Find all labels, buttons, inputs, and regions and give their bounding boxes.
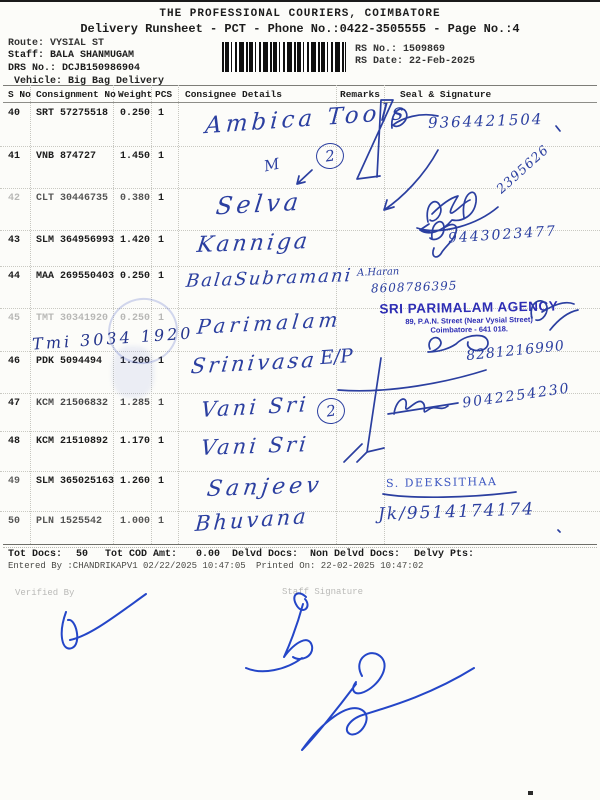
footer-second-line xyxy=(3,547,597,548)
col-header-weight: Weight xyxy=(118,89,153,100)
rs-no-field: RS No.: 1509869 xyxy=(355,44,446,55)
row-consignment-no: PLN 1525542 xyxy=(36,516,103,527)
signature-name: A.Haran xyxy=(356,266,400,279)
tot-docs-label: Tot Docs: xyxy=(8,549,63,560)
signature-phone-number: 9443023477 xyxy=(447,223,558,247)
scan-artifact-bottom xyxy=(528,791,533,795)
row-consignment-no: PDK 5094494 xyxy=(36,356,103,367)
stamp-agency-city: Coimbatore - 641 018. xyxy=(430,324,509,335)
delvd-docs-label: Delvd Docs: xyxy=(232,549,299,560)
row-weight: 1.260 xyxy=(120,476,151,487)
stamp-agency-name: SRI PARIMALAM AGENCY xyxy=(379,298,559,317)
verified-by-signature xyxy=(62,594,146,649)
col-header-seal: Seal & Signature xyxy=(400,89,492,100)
row-weight: 1.285 xyxy=(120,398,151,409)
col-header-remarks: Remarks xyxy=(340,89,380,100)
consignee-handwriting: M xyxy=(262,154,282,176)
row-sno: 46 xyxy=(8,356,21,367)
tot-docs-value: 50 xyxy=(76,549,89,560)
verified-by-label: Verified By xyxy=(15,588,75,598)
remark-circled-number: 2 xyxy=(315,396,346,426)
consignee-handwriting-extra: E/P xyxy=(319,344,354,370)
row-pcs: 1 xyxy=(158,516,165,527)
scan-artifact-top xyxy=(0,0,600,2)
col-header-sno: S No xyxy=(8,89,31,100)
row-consignment-no: SLM 365025163 xyxy=(36,476,115,487)
consignment-number-handwriting: Tmi 3034 1920 xyxy=(31,323,195,354)
page-title: Delivery Runsheet - PCT - Phone No.:0422-3505555 - Page No.:4 xyxy=(80,22,520,36)
row-weight: 1.200 xyxy=(120,356,151,367)
row-weight: 0.380 xyxy=(120,193,151,204)
remark-circled-number: 2 xyxy=(314,141,345,171)
row-pcs: 1 xyxy=(158,108,165,119)
row-sno: 50 xyxy=(8,516,21,527)
signature-phone-number: 8608786395 xyxy=(370,278,458,296)
row-pcs: 1 xyxy=(158,151,165,162)
non-delvd-docs-label: Non Delvd Docs: xyxy=(310,549,401,560)
consignee-handwriting: Sanjeev xyxy=(205,472,325,503)
row-sno: 47 xyxy=(8,398,21,409)
header-bottom-line xyxy=(3,102,597,103)
row-weight: 0.250 xyxy=(120,313,151,324)
row-weight: 0.250 xyxy=(120,271,151,282)
stamp-agency-address: 89, P.A.N. Street (Near Vysial Street) xyxy=(405,314,533,327)
col-header-consignee: Consignee Details xyxy=(185,89,282,100)
drs-no-field: DRS No.: DCJB150986904 xyxy=(8,63,141,74)
row-pcs: 1 xyxy=(158,235,165,246)
col-header-pcs: PCS xyxy=(155,89,173,100)
row-weight: 1.000 xyxy=(120,516,151,527)
delvy-pts-label: Delvy Pts: xyxy=(414,549,475,560)
printed-on-line: Printed On: 22-02-2025 10:47:02 xyxy=(256,561,424,571)
consignee-handwriting: Kanniga xyxy=(195,228,312,259)
row-consignment-no: CLT 30446735 xyxy=(36,193,109,204)
footer-top-line xyxy=(3,544,597,545)
row-pcs: 1 xyxy=(158,313,165,324)
consignee-handwriting: Ambica Tools xyxy=(204,98,409,140)
entered-by-line: Entered By :CHANDRIKAPV1 02/22/2025 10:47:05 xyxy=(8,561,246,571)
consignee-handwriting: Parimalam xyxy=(195,307,343,339)
row-consignment-no: SRT 57275518 xyxy=(36,108,109,119)
barcode-icon xyxy=(222,42,346,72)
row-sno: 49 xyxy=(8,476,21,487)
row-pcs: 1 xyxy=(158,356,165,367)
row-consignment-no: KCM 21510892 xyxy=(36,436,109,447)
row-consignment-no: KCM 21506832 xyxy=(36,398,109,409)
row-consignment-no: VNB 874727 xyxy=(36,151,97,162)
row-weight: 0.250 xyxy=(120,108,151,119)
row-consignment-no: SLM 364956993 xyxy=(36,235,115,246)
signature-phone-number: 8281216990 xyxy=(465,337,566,365)
signature-phone-number: 2395626 xyxy=(494,142,553,198)
consignee-handwriting: BalaSubramani xyxy=(184,265,354,292)
staff-field: Staff: BALA SHANMUGAM xyxy=(8,50,135,61)
row-weight: 1.450 xyxy=(120,151,151,162)
row-weight: 1.420 xyxy=(120,235,151,246)
row-sno: 42 xyxy=(8,193,21,204)
agency-rubber-stamp xyxy=(360,298,579,336)
staff-signature xyxy=(246,593,312,671)
row-sno: 44 xyxy=(8,271,21,282)
staff-signature-label: Staff Signature xyxy=(282,587,364,597)
row-pcs: 1 xyxy=(158,436,165,447)
row-pcs: 1 xyxy=(158,476,165,487)
consignee-handwriting: Srinivasa xyxy=(189,347,319,379)
vehicle-field: Vehicle: Big Bag Delivery xyxy=(14,76,165,87)
row-sno: 43 xyxy=(8,235,21,246)
company-title: THE PROFESSIONAL COURIERS, COIMBATORE xyxy=(159,8,441,20)
col-header-consignment: Consignment No xyxy=(36,89,116,100)
row-sno: 40 xyxy=(8,108,21,119)
rs-date-field: RS Date: 22-Feb-2025 xyxy=(355,56,476,67)
signature-phone-number: 9042254230 xyxy=(461,380,572,412)
row-sno: 45 xyxy=(8,313,21,324)
consignee-handwriting: Vani Sri xyxy=(200,392,310,422)
row-pcs: 1 xyxy=(158,193,165,204)
row-sno: 48 xyxy=(8,436,21,447)
row-sno: 41 xyxy=(8,151,21,162)
signature-phone-number: 9364421504 xyxy=(427,109,544,133)
row-consignment-no: MAA 269550403 xyxy=(36,271,115,282)
signature-phone-number: Jk/9514174174 xyxy=(377,499,536,525)
consignee-handwriting: Vani Sri xyxy=(199,432,311,460)
row-weight: 1.170 xyxy=(120,436,151,447)
staff-signature-large xyxy=(302,653,474,750)
table-top-line xyxy=(3,85,597,86)
consignee-handwriting: Selva xyxy=(214,187,304,221)
tot-cod-value: 0.00 xyxy=(196,549,221,560)
row-consignment-no: TMT 30341920 xyxy=(36,313,109,324)
signature-name: S. DEEKSITHAA xyxy=(385,475,498,490)
consignee-handwriting: Bhuvana xyxy=(194,503,310,537)
row-pcs: 1 xyxy=(158,398,165,409)
tot-cod-label: Tot COD Amt: xyxy=(105,549,178,560)
route-field: Route: VYSIAL ST xyxy=(8,38,105,49)
row-pcs: 1 xyxy=(158,271,165,282)
ink-smudge xyxy=(112,346,154,398)
